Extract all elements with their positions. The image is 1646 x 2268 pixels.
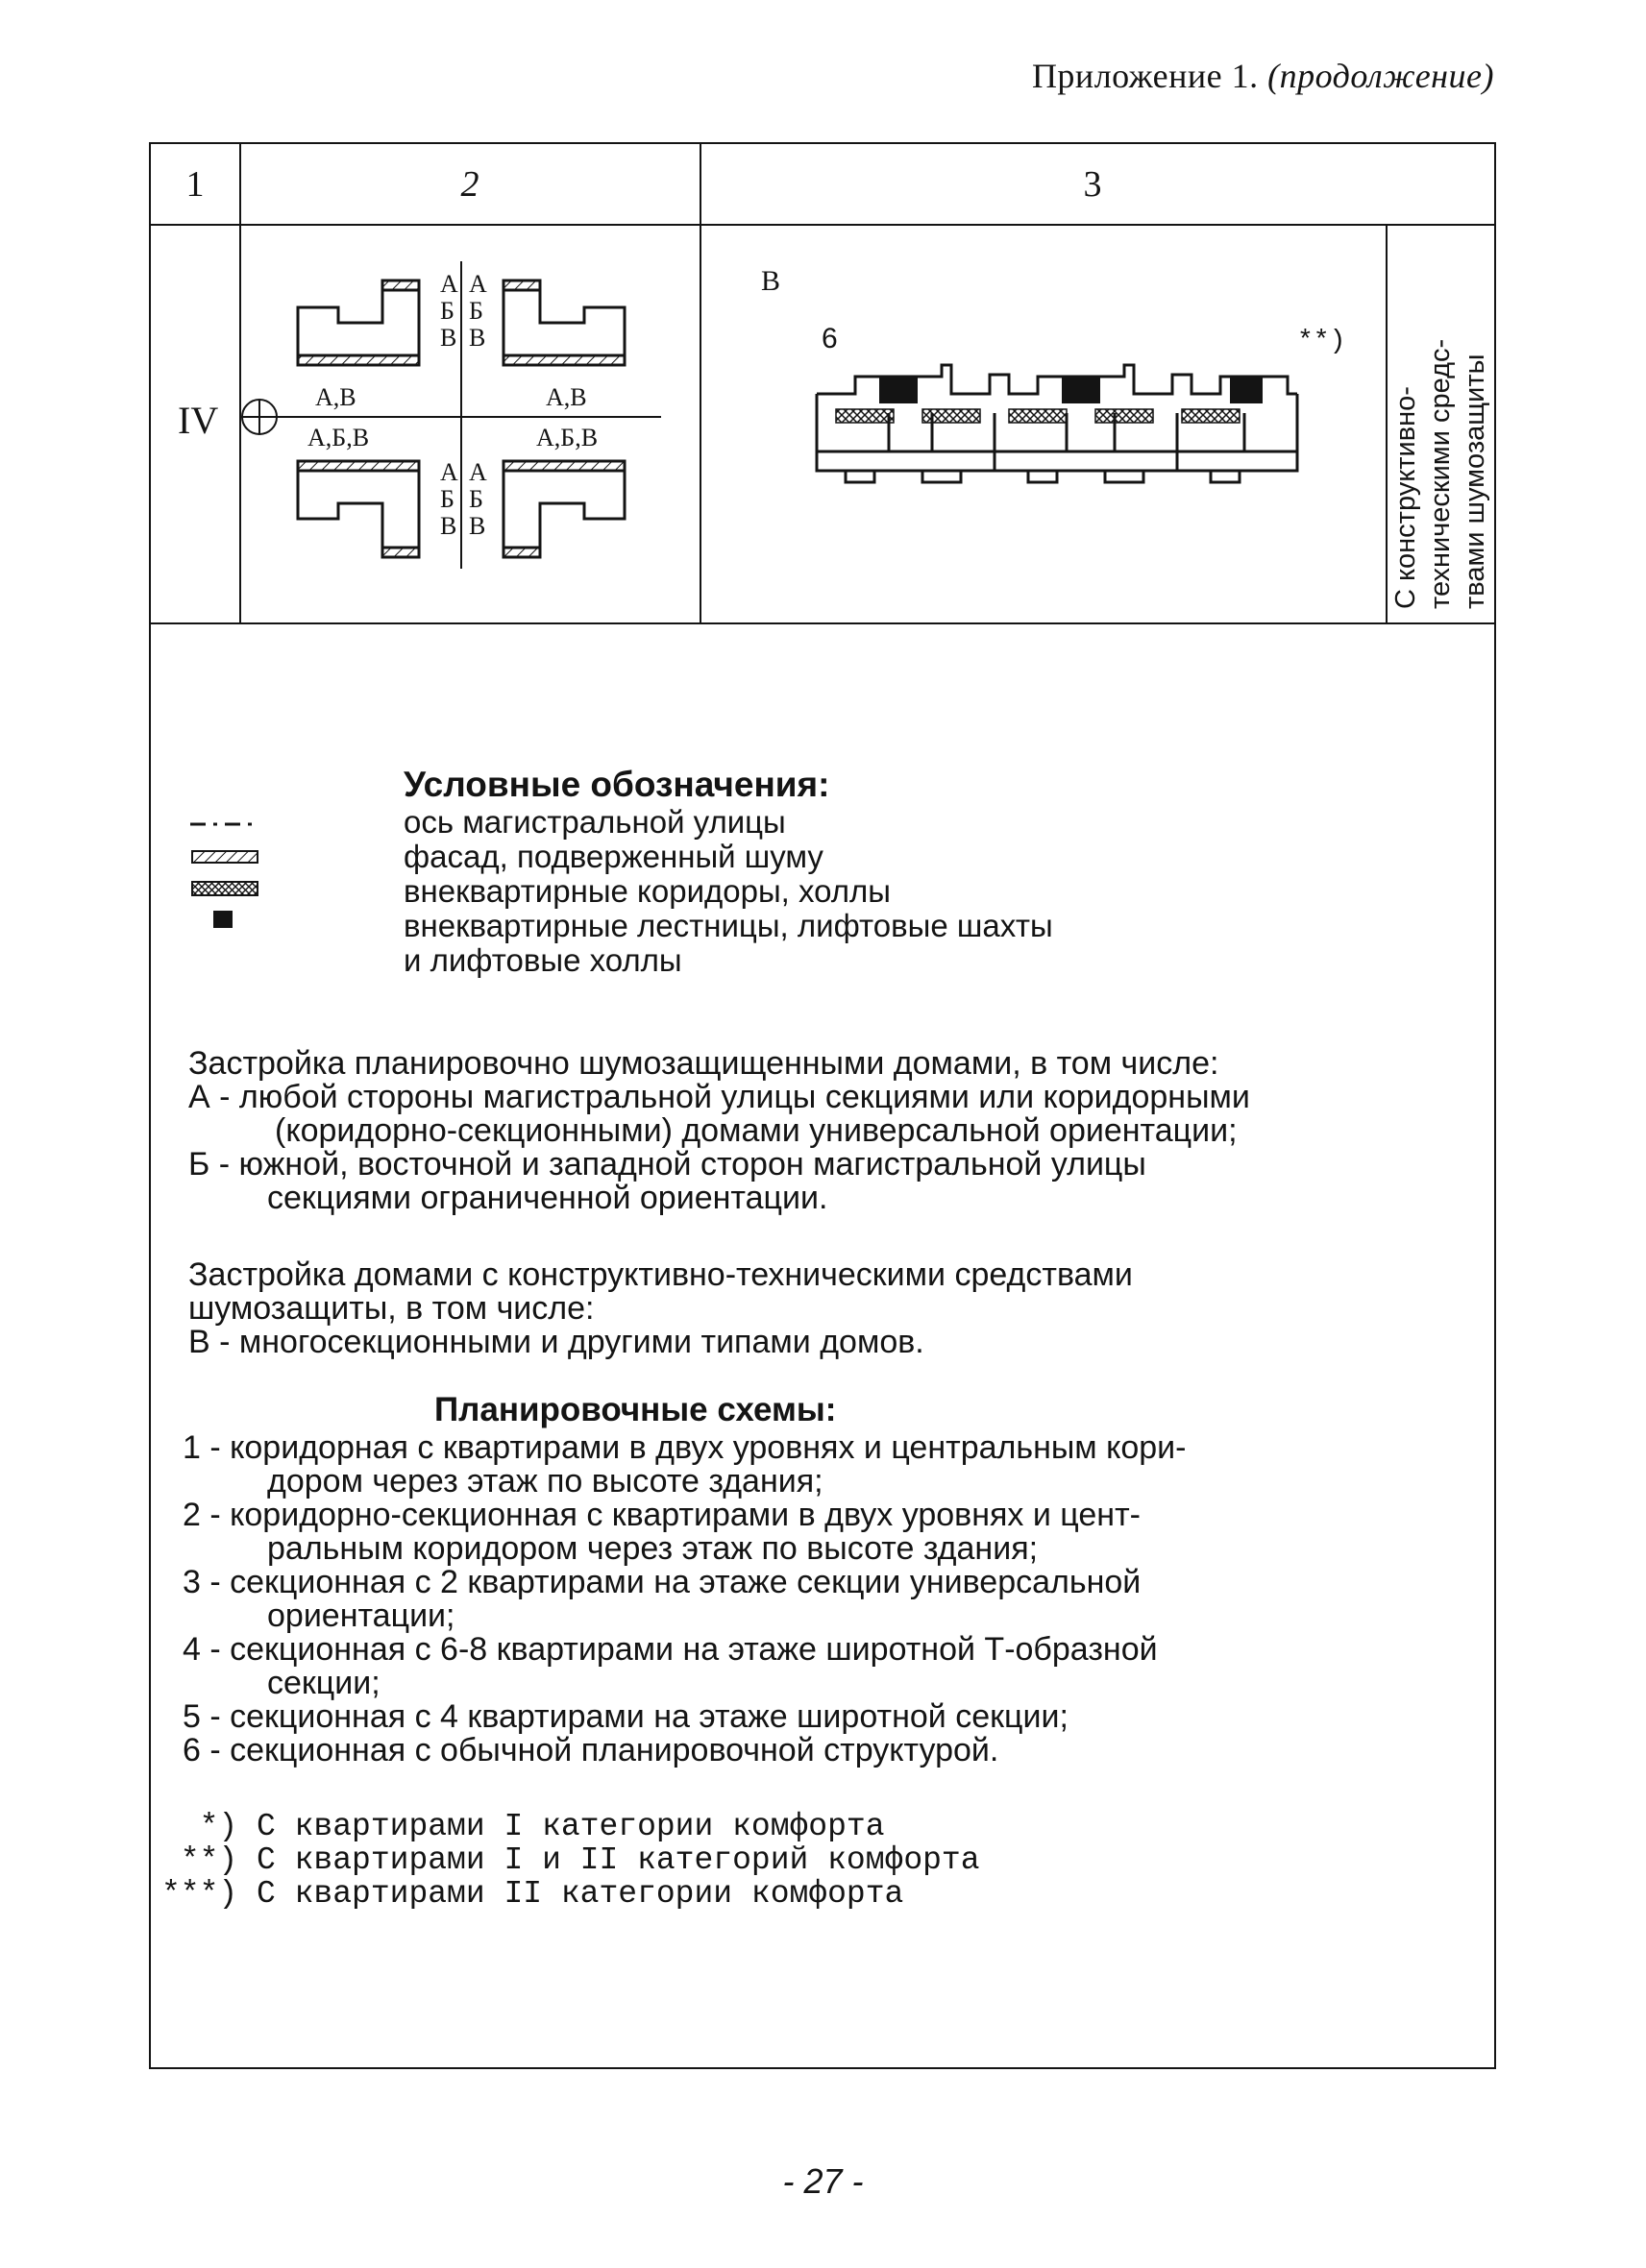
legend-item-facade: фасад, подверженный шуму [404,839,823,874]
label-abv-left: А,Б,В [307,424,370,451]
appendix-header [1032,56,1494,96]
note-2: **) С квартирами I и II категорий комфорта [161,1842,980,1878]
page-number: - 27 - [782,2161,864,2201]
scheme-5: 5 - секционная с 4 квартирами на этаже широтной секции; [183,1698,1069,1735]
column-number-1: 1 [185,164,205,205]
scheme-2-line2: ральным коридором через этаж по высоте здания; [267,1530,1039,1567]
label-a-tr: А [469,270,487,298]
col-divider-3 [1386,224,1388,622]
col-divider-2 [700,144,701,622]
para2-line1: Застройка домами с конструктивно-техническими средствами [188,1256,1133,1293]
noise-facade-symbol [192,851,258,863]
label-av-left: А,В [315,383,356,411]
corridor-symbol [192,882,258,895]
para1-intro: Застройка планировочно шумозащищенными домами, в том числе: [188,1045,1219,1082]
layout-diagram [238,223,690,569]
label-v-tr: В [469,324,486,352]
row-label: IV [178,399,219,442]
vertical-caption-line-3: твами шумозащиты [1460,354,1490,609]
para2-line2: шумозащиты, в том числе: [188,1290,595,1327]
scheme-2-line1: 2 - коридорно-секционная с квартирами в двух уровнях и цент- [183,1497,1141,1533]
continuation-label: (продолжение) [1267,57,1494,95]
scheme-diagram [749,269,1374,490]
label-v-bl: В [440,512,457,540]
stair-symbol [213,911,233,928]
label-v-br: В [469,512,486,540]
appendix-label: Приложение 1. [1031,57,1259,95]
schemes-title: Планировочные схемы: [434,1391,837,1428]
label-v-tl: В [440,324,457,352]
scheme-3-line1: 3 - секционная с 2 квартирами на этаже секции универсальной [183,1564,1142,1600]
label-b-br: Б [469,485,483,513]
scheme-4-line2: секции; [267,1665,381,1701]
scheme-1-line2: дором через этаж по высоте здания; [267,1463,823,1500]
legend-title: Условные обозначения: [404,765,830,804]
note-3: ***) С квартирами II категории комфорта [161,1876,904,1912]
scheme-1-line1: 1 - коридорная с квартирами в двух уровнях и центральным кори- [183,1429,1187,1466]
scheme-number: 6 [822,323,838,354]
vertical-caption [1388,225,1494,609]
para1-b-line1: Б - южной, восточной и западной сторон магистральной улицы [188,1146,1146,1183]
para1-a-line1: А - любой стороны магистральной улицы секциями или коридорными [188,1079,1250,1115]
legend-item-stairs: внеквартирные лестницы, лифтовые шахты [404,908,1053,943]
scheme-6: 6 - секционная с обычной планировочной структурой. [183,1732,999,1768]
label-b-bl: Б [440,485,454,513]
scheme-3-line2: ориентации; [267,1597,455,1634]
scheme-4-line1: 4 - секционная с 6-8 квартирами на этаже широтной Т-образной [183,1631,1158,1668]
note-1: *) С квартирами I категории комфорта [161,1809,885,1844]
para1-b-line2: секциями ограниченной ориентации. [267,1180,828,1216]
legend-item-corridors: внеквартирные коридоры, холлы [404,873,892,909]
label-b-tr: Б [469,297,483,325]
scheme-letter: В [761,269,781,297]
para2-line3: В - многосекционными и другими типами домов. [188,1324,924,1360]
vertical-caption-line-1: С конструктивно- [1390,386,1421,609]
label-a-bl: А [440,458,458,486]
label-b-tl: Б [440,297,454,325]
legend-item-lift-halls: и лифтовые холлы [404,942,682,978]
column-number-2: 2 [460,164,479,205]
column-number-3: 3 [1083,164,1102,205]
label-abv-right: А,Б,В [536,424,599,451]
legend-symbols [188,813,275,938]
legend-item-axis: ось магистральной улицы [404,804,786,840]
label-a-br: А [469,458,487,486]
comfort-notes [161,1810,980,1911]
para1-a-line2: (коридорно-секционными) домами универсальной ориентации; [275,1112,1238,1149]
scheme-note: **) [1297,327,1346,356]
table-row-divider [151,622,1494,624]
vertical-caption-line-2: техническими средс- [1425,338,1456,609]
label-a-tl: А [440,270,458,298]
label-av-right: А,В [546,383,587,411]
